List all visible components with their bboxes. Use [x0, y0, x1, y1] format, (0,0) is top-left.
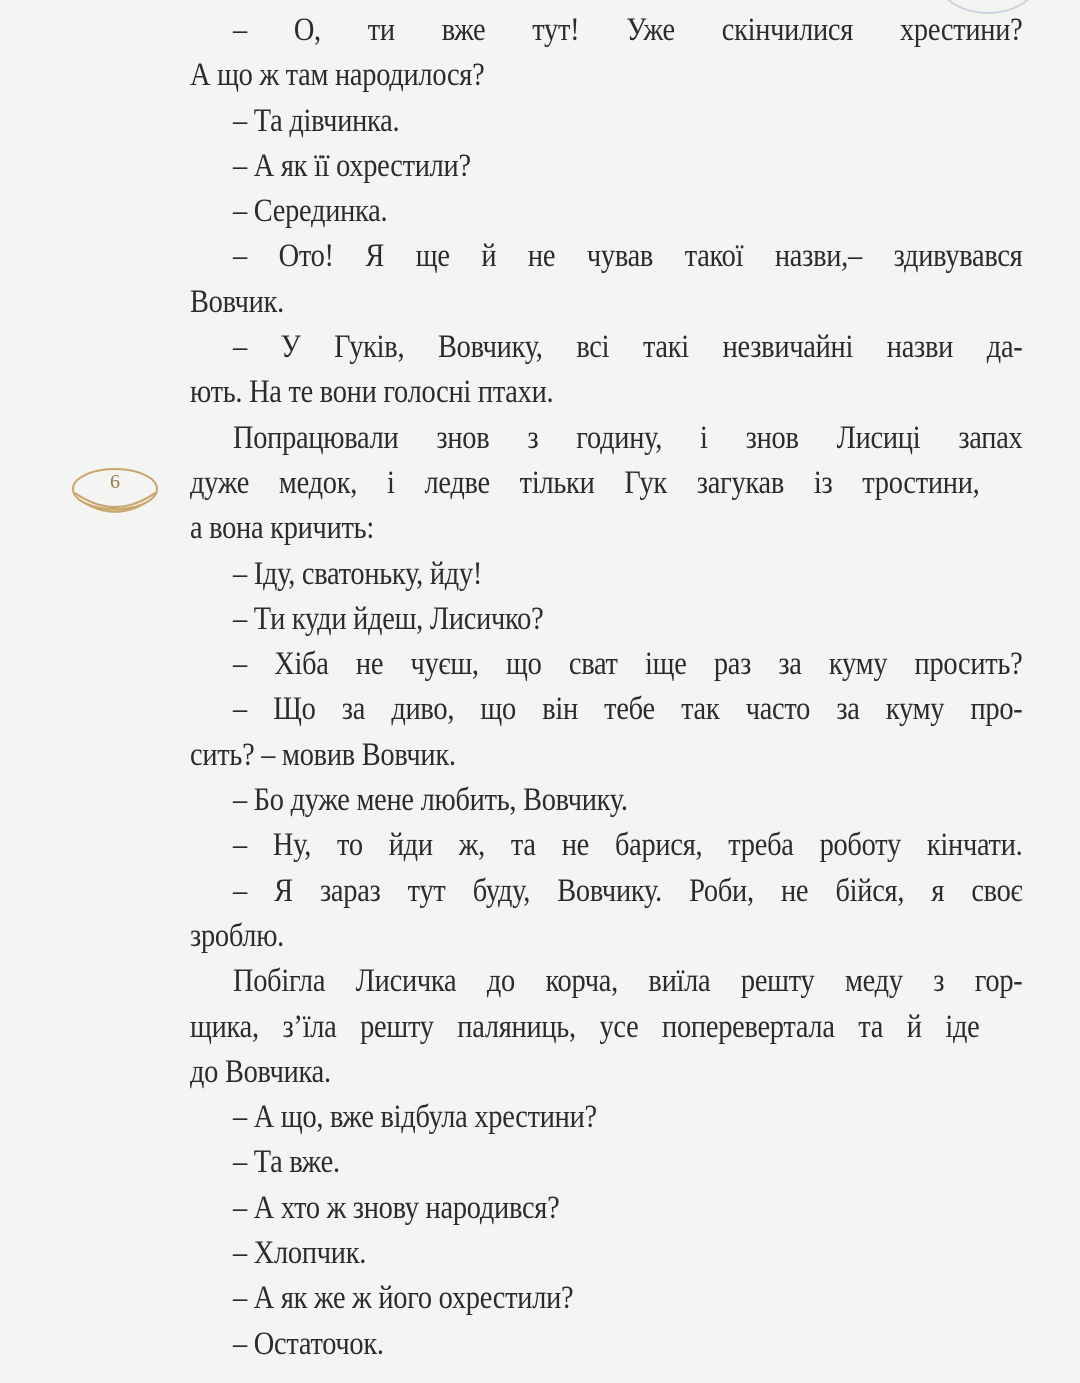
text-line: – Я зараз тут буду, Вовчику. Роби, не бійся, я своє [233, 872, 1023, 909]
page-number-badge [70, 463, 160, 523]
text-line: – А як її охрестили? [233, 147, 471, 184]
text-line: до Вовчика. [190, 1053, 331, 1090]
text-line: – А хто ж знову народився? [233, 1189, 560, 1226]
text-line: – Ото! Я ще й не чував такої назви,– здивувався [233, 238, 1023, 275]
page-number: 6 [110, 471, 120, 493]
text-line: – Бо дуже мене любить, Вовчику. [233, 782, 628, 819]
text-line: – Іду, сватоньку, йду! [233, 555, 483, 592]
text-line: – Хіба не чуєш, що сват іще раз за куму просить? [233, 646, 1023, 683]
text-line: – Серединка. [233, 193, 388, 230]
text-line: – Ти куди йдеш, Лисичко? [233, 600, 544, 637]
text-line: – Ну, то йди ж, та не барися, треба роботу кінчати. [233, 827, 1023, 864]
text-line: Попрацювали знов з годину, і знов Лисиці запах [233, 419, 1023, 456]
text-line: – А що, вже відбула хрестини? [233, 1099, 597, 1136]
text-line: – Та вже. [233, 1144, 340, 1181]
text-line: а вона кричить: [190, 510, 374, 547]
text-line: – Та дівчинка. [233, 102, 400, 139]
text-line: А що ж там народилося? [190, 57, 485, 94]
text-line: щика, з’їла решту паляниць, усе поперевертала та й іде [190, 1008, 980, 1045]
text-line: – А як же ж його охрестили? [233, 1280, 574, 1317]
text-line: зроблю. [190, 917, 284, 954]
text-line: – Хлопчик. [233, 1235, 367, 1272]
text-line: дуже медок, і ледве тільки Гук загукав із тростини, [190, 464, 980, 501]
text-line: Вовчик. [190, 283, 284, 320]
text-line: – Остаточок. [233, 1325, 384, 1362]
text-line: Побігла Лисичка до корча, виїла решту меду з гор- [233, 963, 1023, 1000]
story-text [190, 8, 1023, 1367]
text-line: ють. На те вони голосні птахи. [190, 374, 554, 411]
text-line: – Що за диво, що він тебе так часто за куму про- [233, 691, 1023, 728]
text-line: сить? – мовив Вовчик. [190, 736, 456, 773]
text-line: – У Гуків, Вовчику, всі такі незвичайні назви да- [233, 329, 1023, 366]
text-line: – О, ти вже тут! Уже скінчилися хрестини? [233, 12, 1023, 48]
